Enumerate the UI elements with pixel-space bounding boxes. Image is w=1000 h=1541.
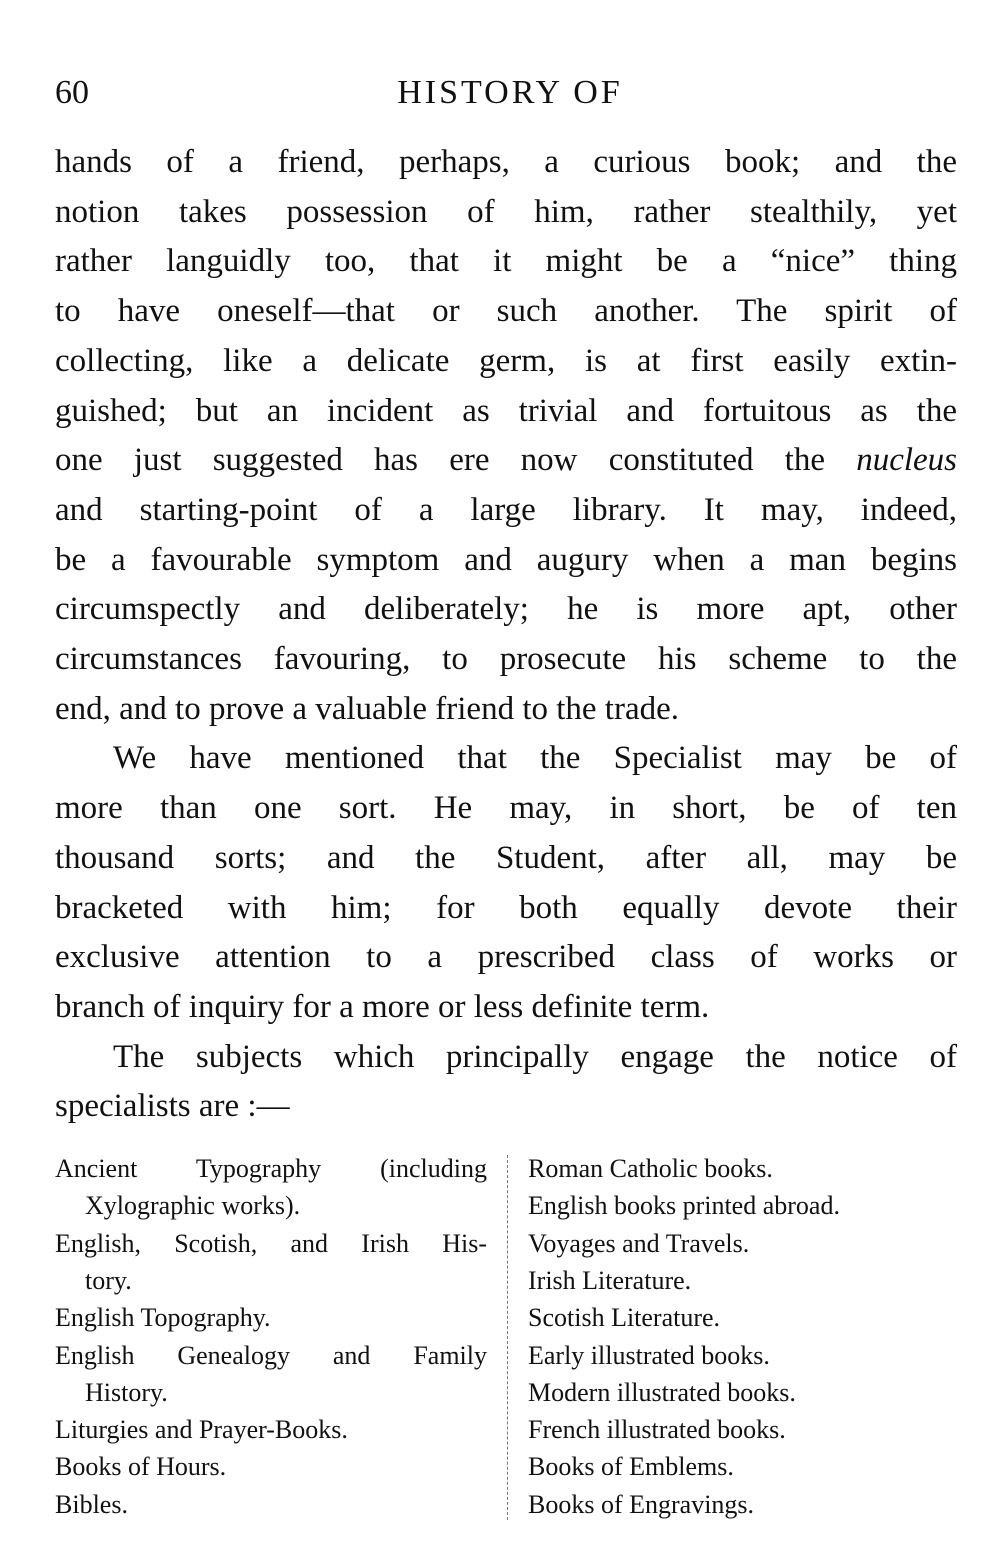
text-line-content: guished; but an incident as trivial and fortuitous as the	[55, 392, 957, 429]
subject-list-item-right: Roman Catholic books.	[528, 1154, 773, 1183]
text-line	[55, 883, 957, 933]
subject-list-item-right: Books of Emblems.	[528, 1452, 734, 1482]
text-line	[55, 485, 957, 535]
page-number: 60	[55, 74, 89, 111]
text-line-content: specialists are :—	[55, 1088, 290, 1125]
text-line	[55, 535, 957, 585]
text-line-content: circumstances favouring, to prosecute his scheme to the	[55, 641, 957, 677]
text-line-content: and starting-point of a large library. It may, indeed,	[55, 491, 957, 528]
text-line	[55, 982, 957, 1032]
text-line	[55, 286, 957, 336]
subject-list-item-left: tory.	[85, 1265, 132, 1295]
text-line-content: rather languidly too, that it might be a “nice” thing	[55, 243, 957, 280]
text-line-content: one just suggested has ere now constituted the	[55, 442, 826, 479]
text-line	[113, 733, 957, 783]
text-line-content: hands of a friend, perhaps, a curious book; and the	[55, 144, 957, 180]
subject-list-item-right: French illustrated books.	[528, 1415, 786, 1445]
text-line-content: to have oneself—that or such another. The spirit of	[55, 293, 957, 330]
subject-list-item-right: Irish Literature.	[528, 1265, 692, 1295]
text-line-content: bracketed with him; for both equally devote their	[55, 889, 957, 926]
subject-list-item-right: Early illustrated books.	[528, 1340, 770, 1370]
text-line	[55, 634, 957, 684]
text-line	[55, 137, 957, 187]
subject-list-item-right: Voyages and Travels.	[528, 1228, 750, 1258]
subject-list-item-left: History.	[85, 1377, 168, 1407]
text-line	[55, 584, 957, 634]
text-line-content: more than one sort. He may, in short, be of ten	[55, 790, 957, 827]
text-line-content: branch of inquiry for a more or less definite term.	[55, 988, 710, 1025]
text-line-content: The subjects which principally engage the notice of	[113, 1038, 957, 1075]
text-line-content: notion takes possession of him, rather stealthily, yet	[55, 193, 957, 230]
subject-list-item-left: Liturgies and Prayer-Books.	[55, 1415, 348, 1445]
subject-list-item-right: Books of Engravings.	[528, 1489, 755, 1519]
text-line	[55, 187, 957, 237]
running-head: HISTORY OF	[397, 74, 623, 111]
text-line	[55, 783, 957, 833]
text-line-content: thousand sorts; and the Student, after all, may be	[55, 839, 957, 876]
subject-list-item-left: English Topography.	[55, 1303, 271, 1333]
text-line	[55, 932, 957, 982]
subject-list-item-right: Scotish Literature.	[528, 1303, 721, 1333]
text-line-content: We have mentioned that the Specialist may be of	[113, 740, 957, 777]
subject-list-item-right: English books printed abroad.	[528, 1191, 840, 1221]
text-line	[55, 1081, 957, 1131]
subject-list-item-left: Books of Hours.	[55, 1452, 227, 1482]
text-line-content: end, and to prove a valuable friend to the trade.	[55, 690, 680, 727]
text-line	[55, 684, 957, 734]
text-line	[55, 833, 957, 883]
subject-list-item-right: Modern illustrated books.	[528, 1377, 796, 1407]
subject-list-item-left: Bibles.	[55, 1489, 128, 1519]
text-line-content: circumspectly and deliberately; he is more apt, other	[55, 591, 957, 628]
text-line	[55, 435, 957, 485]
subject-list-item-left: Ancient Typography (including	[55, 1154, 487, 1183]
text-line-content: exclusive attention to a prescribed class of works or	[55, 939, 957, 976]
text-line	[113, 1032, 957, 1082]
text-line	[55, 236, 957, 286]
text-line-content: collecting, like a delicate germ, is at first easily extin-	[55, 342, 957, 379]
subject-list-item-left: English Genealogy and Family	[55, 1340, 487, 1370]
subject-list-item-left: English, Scotish, and Irish His-	[55, 1228, 487, 1258]
text-line-content: be a favourable symptom and augury when a man begins	[55, 541, 957, 578]
column-divider	[507, 1155, 508, 1520]
italic-word: nucleus	[856, 442, 958, 479]
subject-list-item-left: Xylographic works).	[85, 1191, 301, 1221]
text-line	[55, 386, 957, 436]
text-line	[55, 336, 957, 386]
